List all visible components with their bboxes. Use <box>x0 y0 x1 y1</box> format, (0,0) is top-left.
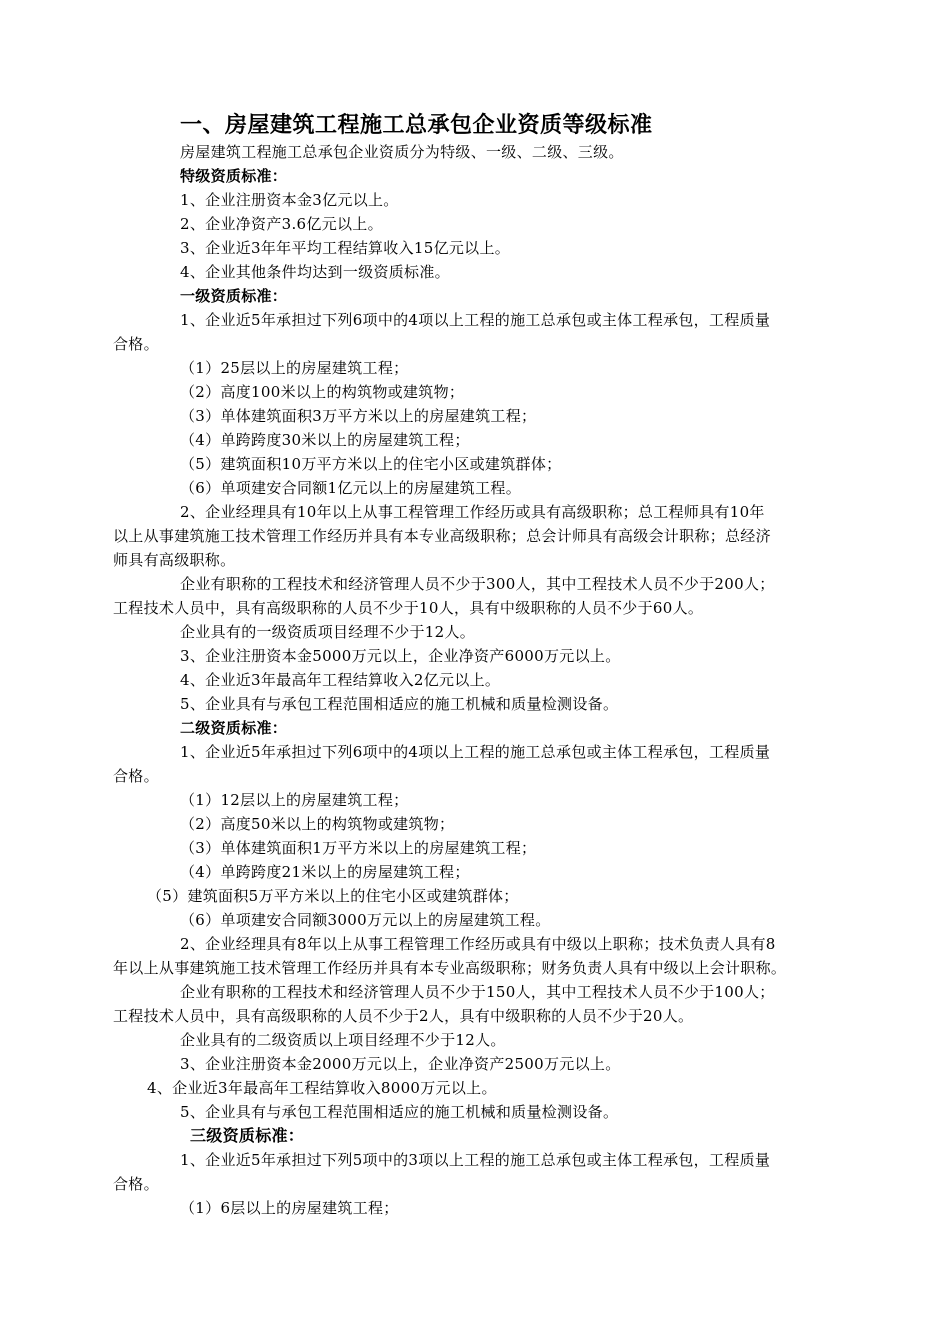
paragraph-line: 4、企业近3年最高年工程结算收入2亿元以上。 <box>180 671 501 689</box>
section-heading: 二级资质标准： <box>180 719 288 737</box>
list-item: （2）高度100米以上的构筑物或建筑物； <box>180 383 465 401</box>
list-item: （6）单项建安合同额1亿元以上的房屋建筑工程。 <box>180 479 521 497</box>
paragraph-line: 2、企业经理具有8年以上从事工程管理工作经历或具有中级以上职称；技术负责人具有8 <box>180 935 776 953</box>
paragraph-line: 1、企业注册资本金3亿元以上。 <box>180 191 399 209</box>
paragraph-line: 以上从事建筑施工技术管理工作经历并具有本专业高级职称；总会计师具有高级会计职称；总经济 <box>113 527 771 545</box>
list-item: （6）单项建安合同额3000万元以上的房屋建筑工程。 <box>180 911 551 929</box>
paragraph-line: 1、企业近5年承担过下列6项中的4项以上工程的施工总承包或主体工程承包，工程质量 <box>180 311 771 329</box>
list-item: （3）单体建筑面积3万平方米以上的房屋建筑工程； <box>180 407 537 425</box>
paragraph-line: 5、企业具有与承包工程范围相适应的施工机械和质量检测设备。 <box>180 1103 619 1121</box>
paragraph-line: 工程技术人员中，具有高级职称的人员不少于2人，具有中级职称的人员不少于20人。 <box>113 1007 694 1025</box>
paragraph-line: 1、企业近5年承担过下列6项中的4项以上工程的施工总承包或主体工程承包，工程质量 <box>180 743 771 761</box>
document-title: 一、房屋建筑工程施工总承包企业资质等级标准 <box>180 112 653 138</box>
paragraph-line: 企业具有的二级资质以上项目经理不少于12人。 <box>180 1031 506 1049</box>
paragraph-line: 企业有职称的工程技术和经济管理人员不少于300人，其中工程技术人员不少于200人； <box>180 575 775 593</box>
section-heading: 特级资质标准： <box>180 167 288 185</box>
paragraph-line: 1、企业近5年承担过下列5项中的3项以上工程的施工总承包或主体工程承包，工程质量 <box>180 1151 771 1169</box>
list-item: （5）建筑面积10万平方米以上的住宅小区或建筑群体； <box>180 455 562 473</box>
paragraph-line: 2、企业经理具有10年以上从事工程管理工作经历或具有高级职称；总工程师具有10年 <box>180 503 765 521</box>
paragraph-line: 2、企业净资产3.6亿元以上。 <box>180 215 383 233</box>
section-heading: 一级资质标准： <box>180 287 288 305</box>
paragraph-line: 3、企业注册资本金5000万元以上，企业净资产6000万元以上。 <box>180 647 621 665</box>
paragraph-line: 工程技术人员中，具有高级职称的人员不少于10人，具有中级职称的人员不少于60人。 <box>113 599 704 617</box>
paragraph-line: 合格。 <box>113 1175 159 1193</box>
list-item: （1）25层以上的房屋建筑工程； <box>180 359 409 377</box>
list-item: （4）单跨跨度30米以上的房屋建筑工程； <box>180 431 470 449</box>
list-item: （2）高度50米以上的构筑物或建筑物； <box>180 815 455 833</box>
paragraph-line: 4、企业近3年最高年工程结算收入8000万元以上。 <box>147 1079 497 1097</box>
list-item: （3）单体建筑面积1万平方米以上的房屋建筑工程； <box>180 839 537 857</box>
paragraph-line: 企业有职称的工程技术和经济管理人员不少于150人，其中工程技术人员不少于100人； <box>180 983 775 1001</box>
paragraph-line: 4、企业其他条件均达到一级资质标准。 <box>180 263 450 281</box>
list-item: （1）12层以上的房屋建筑工程； <box>180 791 409 809</box>
paragraph-line: 年以上从事建筑施工技术管理工作经历并具有本专业高级职称；财务负责人具有中级以上会计职称。 <box>113 959 787 977</box>
list-item: （4）单跨跨度21米以上的房屋建筑工程； <box>180 863 470 881</box>
paragraph-line: 3、企业近3年年平均工程结算收入15亿元以上。 <box>180 239 511 257</box>
paragraph-line: 合格。 <box>113 335 159 353</box>
list-item: （5）建筑面积5万平方米以上的住宅小区或建筑群体； <box>147 887 519 905</box>
paragraph-line: 5、企业具有与承包工程范围相适应的施工机械和质量检测设备。 <box>180 695 619 713</box>
paragraph-line: 合格。 <box>113 767 159 785</box>
paragraph-line: 3、企业注册资本金2000万元以上，企业净资产2500万元以上。 <box>180 1055 621 1073</box>
paragraph-line: 企业具有的一级资质项目经理不少于12人。 <box>180 623 476 641</box>
paragraph-line: 师具有高级职称。 <box>113 551 236 569</box>
list-item: （1）6层以上的房屋建筑工程； <box>180 1199 399 1217</box>
intro-text: 房屋建筑工程施工总承包企业资质分为特级、一级、二级、三级。 <box>180 143 624 161</box>
section-heading: 三级资质标准： <box>190 1126 305 1145</box>
